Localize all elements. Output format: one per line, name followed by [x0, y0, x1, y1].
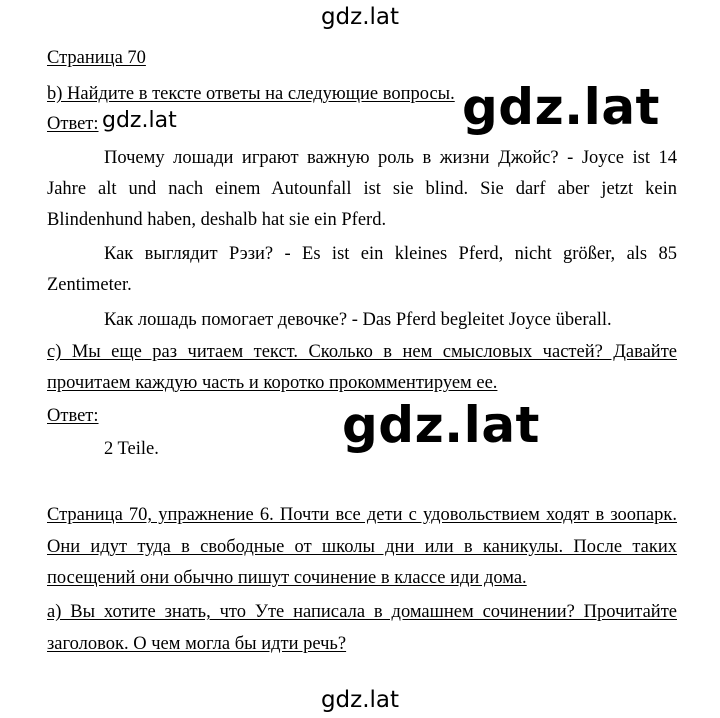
task-b-answer-label: Ответ:	[47, 114, 99, 134]
watermark-inline: gdz.lat	[102, 108, 177, 133]
exercise-6-line-3: посещений они обычно пишут сочинение в классе иди дома.	[47, 568, 527, 588]
task-b-line-1: Почему лошади играют важную роль в жизни Джойс? - Joyce ist 14	[104, 148, 677, 168]
page-heading: Страница 70	[47, 48, 146, 68]
task-c-answer: 2 Teile.	[104, 439, 159, 459]
task-b-line-2: Jahre alt und nach einem Autounfall ist sie blind. Sie darf aber jetzt kein	[47, 179, 677, 199]
task-b-line-4: Как выглядит Рэзи? - Es ist ein kleines Pferd, nicht größer, als 85	[104, 244, 677, 264]
watermark-top: gdz.lat	[320, 4, 400, 30]
task-b-question: b) Найдите в тексте ответы на следующие вопросы.	[47, 84, 455, 104]
task-c-question-line-1: c) Мы еще раз читаем текст. Сколько в нем смысловых частей? Давайте	[47, 342, 677, 362]
task-a-line-1: а) Вы хотите знать, что Уте написала в домашнем сочинении? Прочитайте	[47, 602, 677, 622]
exercise-6-line-2: Они идут туда в свободные от школы дни или в каникулы. После таких	[47, 537, 677, 557]
task-b-line-5: Zentimeter.	[47, 275, 132, 295]
task-b-line-3: Blindenhund haben, deshalb hat sie ein Pferd.	[47, 210, 387, 230]
watermark-large-top: gdz.lat	[462, 78, 660, 136]
watermark-large-middle: gdz.lat	[342, 396, 540, 454]
task-c-question-line-2: прочитаем каждую часть и коротко прокомментируем ее.	[47, 373, 498, 393]
watermark-bottom: gdz.lat	[320, 687, 400, 713]
task-b-line-6: Как лошадь помогает девочке? - Das Pferd begleitet Joyce überall.	[104, 310, 612, 330]
exercise-6-line-1: Страница 70, упражнение 6. Почти все дети с удовольствием ходят в зоопарк.	[47, 505, 677, 525]
task-c-answer-label: Ответ:	[47, 406, 99, 426]
task-a-line-2: заголовок. О чем могла бы идти речь?	[47, 634, 347, 654]
